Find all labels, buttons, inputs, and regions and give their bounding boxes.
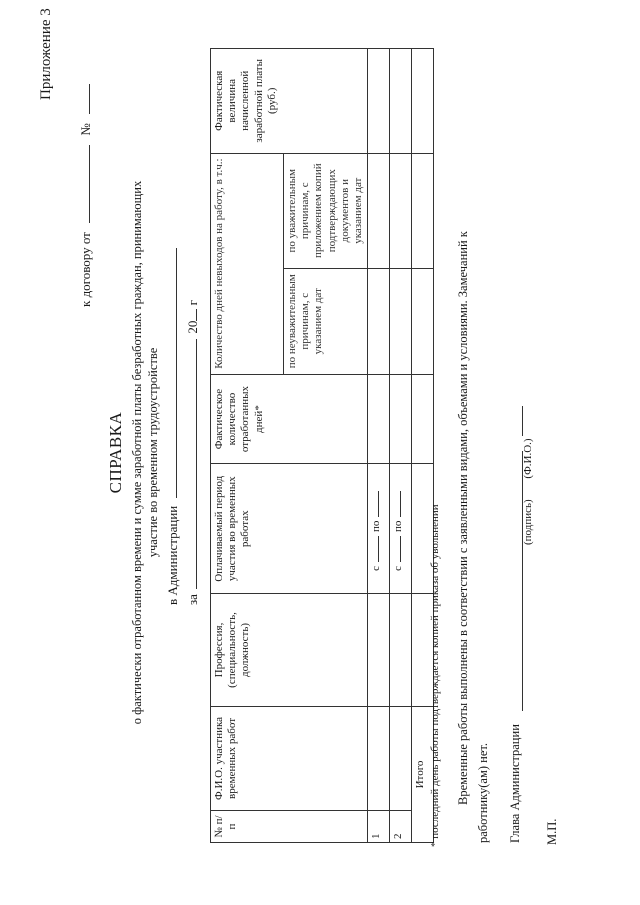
row-period-cell xyxy=(368,464,390,594)
row-absence-excused-cell xyxy=(368,153,390,268)
administration-prefix: в Администрации xyxy=(165,505,180,605)
header-period: Оплачиваемый период участия во временных работах xyxy=(211,464,368,594)
header-absence-unexcused: по неуважительным причинам, с указанием дат xyxy=(284,268,368,374)
stamp-label: М.П. xyxy=(545,818,559,845)
signature-captions xyxy=(522,420,534,545)
row-period-cell xyxy=(390,464,412,594)
period-line xyxy=(185,300,201,605)
row-period-to: по xyxy=(370,520,383,532)
contract-number-blank xyxy=(89,84,90,114)
row-period-from-blank xyxy=(378,536,379,562)
row-absence-unexcused-cell xyxy=(368,268,390,374)
administration-line xyxy=(165,249,181,606)
header-profession: Профессия, (специальность, должность) xyxy=(211,594,368,707)
footnote: * последний день работы подтверждается копией приказа об увольнении xyxy=(429,504,441,847)
total-salary-cell xyxy=(412,49,434,154)
header-absence-group: Количество дней невыходов на работу, в т.ч.: xyxy=(211,153,284,374)
contract-number-label: № xyxy=(78,123,93,136)
row-num: 1 xyxy=(368,810,390,842)
header-actual-days: Фактическое количество отработанных дней* xyxy=(211,374,368,464)
row-fio-cell xyxy=(390,706,412,810)
period-za: за xyxy=(185,594,200,605)
row-profession-cell xyxy=(368,594,390,707)
document-subtitle-line1: о фактически отработанном времени и сумме заработной платы безработных граждан, принимающих xyxy=(130,180,144,725)
total-absence-excused-cell xyxy=(412,153,434,268)
period-year-suffix: г xyxy=(185,300,200,306)
row-period-from: с xyxy=(392,566,405,571)
row-period-to-blank xyxy=(400,491,401,517)
period-year-prefix: 20 xyxy=(185,320,200,334)
total-absence-unexcused-cell xyxy=(412,268,434,374)
row-period-to-blank xyxy=(378,491,379,517)
administration-blank xyxy=(176,249,177,499)
row-period-from-blank xyxy=(400,536,401,562)
contract-date-blank xyxy=(89,145,90,223)
statement-line2: работнику(ам) нет. xyxy=(476,742,490,843)
row-num: 2 xyxy=(390,810,412,842)
row-fio-cell xyxy=(368,706,390,810)
table-row xyxy=(368,49,390,843)
table-row xyxy=(390,49,412,843)
row-salary-cell xyxy=(368,49,390,154)
row-absence-excused-cell xyxy=(390,153,412,268)
header-num: № п/п xyxy=(211,810,368,842)
statement-line1: Временные работы выполнены в соответствии с заявленными видами, объемами и условиями. Замечаний к xyxy=(456,231,470,805)
row-period-to: по xyxy=(392,520,405,532)
period-year-blank xyxy=(196,309,197,321)
row-days-cell xyxy=(390,374,412,464)
row-absence-unexcused-cell xyxy=(390,268,412,374)
row-salary-cell xyxy=(390,49,412,154)
total-days-cell xyxy=(412,374,434,464)
row-period-from: с xyxy=(370,566,383,571)
header-absence-excused: по уважительным причинам, с приложением копий подтверждающих документов и указанием дат xyxy=(284,153,368,268)
row-profession-cell xyxy=(390,594,412,707)
row-days-cell xyxy=(368,374,390,464)
report-table xyxy=(210,48,434,843)
header-salary: Фактическая величина начисленной заработной платы (руб.) xyxy=(211,49,368,154)
caption-signature: (подпись) xyxy=(522,499,534,545)
annex-label: Приложение 3 xyxy=(38,8,54,100)
document-title: СПРАВКА xyxy=(106,411,125,494)
period-blank xyxy=(196,339,197,589)
total-label: Итого xyxy=(412,706,434,842)
contract-reference xyxy=(78,84,94,307)
head-label: Глава Администрации xyxy=(508,724,522,843)
header-fio: Ф.И.О. участника временных работ xyxy=(211,706,368,810)
signature-line xyxy=(508,406,523,843)
caption-name: (Ф.И.О.) xyxy=(522,438,534,479)
contract-prefix: к договору от xyxy=(78,232,93,307)
document-subtitle-line2: участие во временном трудоустройстве xyxy=(146,347,160,558)
